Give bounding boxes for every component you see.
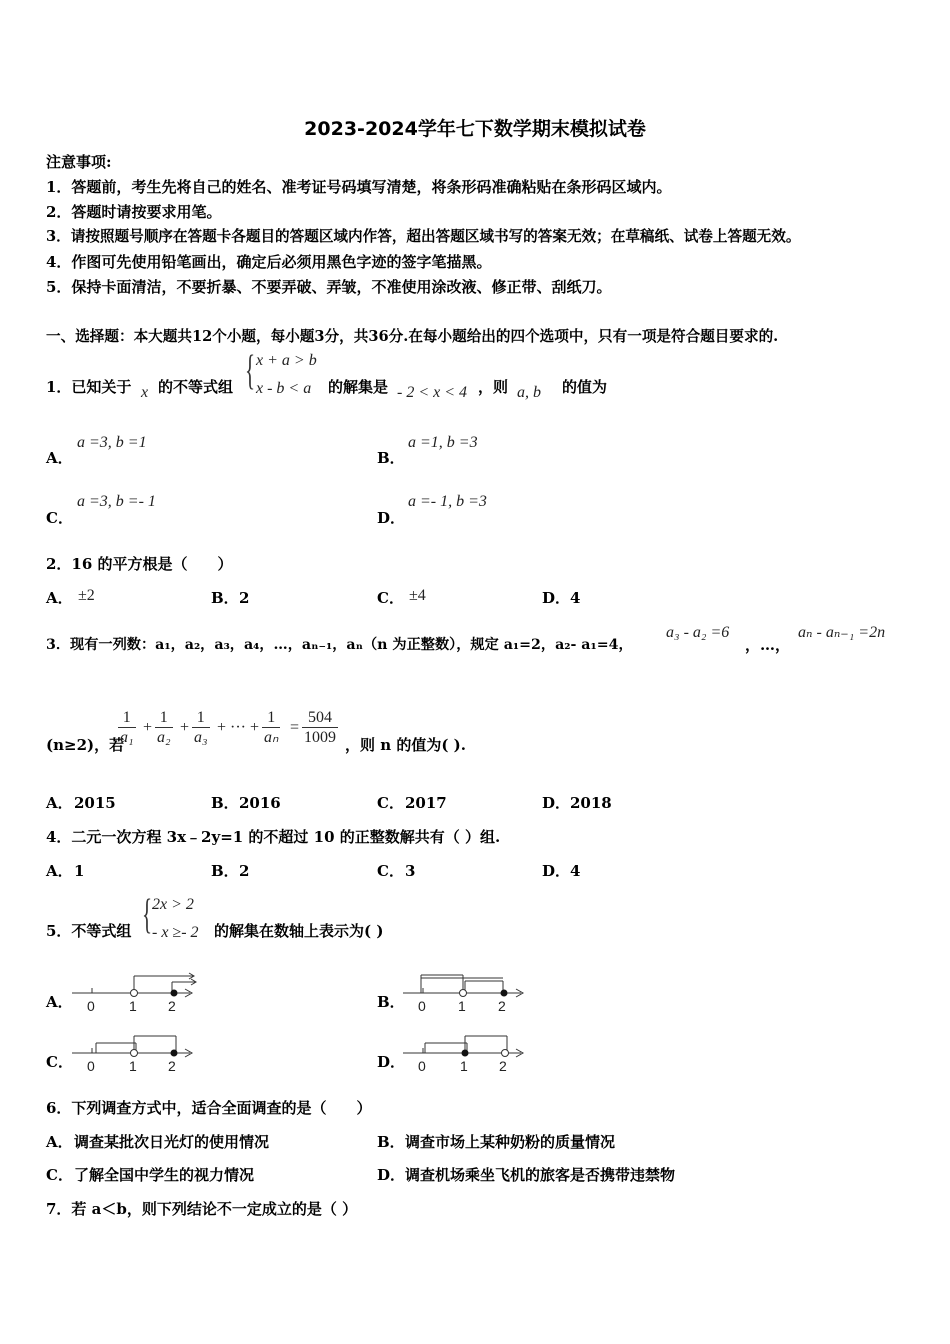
option-label: C． bbox=[46, 509, 73, 527]
option-value: 2018 bbox=[570, 794, 612, 812]
tick-label: 2 bbox=[168, 998, 176, 1014]
tick-label: 1 bbox=[460, 1058, 468, 1074]
q5-suffix: 的解集在数轴上表示为( ) bbox=[214, 922, 384, 940]
q3-term-n bbox=[262, 709, 280, 748]
option-label: A． bbox=[46, 449, 73, 467]
notice-item: 4．作图可先使用铅笔画出，确定后必须用黑色字迹的签字笔描黑。 bbox=[46, 253, 492, 271]
option-label: B． bbox=[211, 794, 239, 812]
option-expr: a =- 1, b =3 bbox=[408, 493, 487, 510]
notice-item: 5．保持卡面清洁，不要折暴、不要弄破、弄皱，不准使用涂改液、修正带、刮纸刀。 bbox=[46, 278, 612, 296]
q5-ineq-2: - x ≥- 2 bbox=[152, 924, 199, 941]
q1-mid1: 的不等式组 bbox=[158, 378, 234, 396]
option-value: 2016 bbox=[239, 794, 281, 812]
q6-stem: 6．下列调查方式中，适合全面调查的是（ ） bbox=[46, 1099, 372, 1117]
option-label: B． bbox=[377, 993, 405, 1011]
option-label: A． bbox=[46, 589, 73, 607]
option-value: ±2 bbox=[78, 587, 95, 604]
q4-stem: 4．二元一次方程 3x﹣2y=1 的不超过 10 的正整数解共有（ ）组. bbox=[46, 828, 501, 846]
option-label: D． bbox=[377, 509, 406, 527]
option-label: A． bbox=[46, 794, 73, 812]
q5-ineq-1: 2x > 2 bbox=[152, 896, 194, 913]
q3-expr-2: aₙ - aₙ₋₁ =2n bbox=[798, 624, 886, 641]
q1-var-x: x bbox=[141, 384, 149, 401]
option-label: D． bbox=[542, 862, 571, 880]
option-expr: a =1, b =3 bbox=[408, 434, 478, 451]
option-label: B． bbox=[211, 589, 239, 607]
number-line-b bbox=[403, 970, 533, 1015]
page-title: 2023-2024学年七下数学期末模拟试卷 bbox=[304, 118, 646, 140]
rhs-numerator: 504 bbox=[308, 709, 332, 726]
tick-label: 0 bbox=[87, 998, 95, 1014]
option-expr: a =3, b =- 1 bbox=[77, 493, 156, 510]
option-label: C． bbox=[377, 862, 404, 880]
q1-ab: a, b bbox=[517, 384, 541, 401]
term-numerator: 1 bbox=[122, 709, 131, 726]
option-label: D． bbox=[542, 794, 571, 812]
q3-cond: (n≥2)，若 bbox=[46, 736, 125, 754]
q3-term-2 bbox=[155, 709, 173, 748]
tick-label: 0 bbox=[87, 1058, 95, 1074]
option-value: 4 bbox=[570, 589, 581, 607]
tick-label: 1 bbox=[129, 998, 137, 1014]
term-denominator: a₁ bbox=[120, 729, 134, 746]
tick-label: 1 bbox=[129, 1058, 137, 1074]
q1-suffix: 的值为 bbox=[562, 378, 608, 396]
option-value: 了解全国中学生的视力情况 bbox=[74, 1166, 255, 1184]
term-numerator: 1 bbox=[267, 709, 276, 726]
equals-sign: = bbox=[290, 719, 300, 736]
tick-label: 1 bbox=[458, 998, 466, 1014]
q3-tail: ，则 n 的值为( ). bbox=[345, 736, 466, 754]
option-value: 调查某批次日光灯的使用情况 bbox=[74, 1133, 270, 1151]
notice-item: 2．答题时请按要求用笔。 bbox=[46, 203, 222, 221]
q1-mid2: 的解集是 bbox=[328, 378, 389, 396]
q3-term-1 bbox=[118, 709, 136, 748]
tick-label: 0 bbox=[418, 998, 426, 1014]
option-label: B． bbox=[377, 449, 405, 467]
option-label: D． bbox=[377, 1053, 406, 1071]
q3-term-3 bbox=[192, 709, 210, 748]
option-label: A． bbox=[46, 1133, 73, 1151]
term-denominator: a₃ bbox=[194, 729, 208, 746]
number-line-a bbox=[72, 970, 202, 1015]
option-value: 2015 bbox=[74, 794, 116, 812]
option-value: ±4 bbox=[409, 587, 426, 604]
notice-item: 1．答题前，考生先将自己的姓名、准考证号码填写清楚，将条形码准确粘贴在条形码区域内。 bbox=[46, 178, 672, 196]
tick-label: 2 bbox=[498, 998, 506, 1014]
option-value: 2 bbox=[239, 862, 250, 880]
tick-label: 0 bbox=[418, 1058, 426, 1074]
term-numerator: 1 bbox=[196, 709, 205, 726]
option-label: C． bbox=[46, 1166, 73, 1184]
notice-heading: 注意事项: bbox=[46, 153, 112, 171]
option-value: 3 bbox=[405, 862, 416, 880]
number-line-d bbox=[403, 1030, 533, 1075]
q2-stem: 2．16 的平方根是（ ） bbox=[46, 555, 233, 573]
option-value: 调查机场乘坐飞机的旅客是否携带违禁物 bbox=[405, 1166, 676, 1184]
q5-system-brace: { bbox=[142, 892, 153, 938]
rhs-denominator: 1009 bbox=[304, 729, 336, 746]
option-label: D． bbox=[377, 1166, 406, 1184]
q3-rhs-fraction bbox=[302, 709, 338, 748]
term-denominator: aₙ bbox=[264, 729, 279, 746]
option-value: 4 bbox=[570, 862, 581, 880]
q3-expr-1: a₃ - a₂ =6 bbox=[666, 624, 730, 641]
q1-system-brace: { bbox=[245, 348, 256, 394]
dots: + ··· + bbox=[217, 719, 260, 736]
option-label: B． bbox=[211, 862, 239, 880]
number-line-c bbox=[72, 1030, 202, 1075]
option-label: A． bbox=[46, 862, 73, 880]
q1-mid3: ，则 bbox=[478, 378, 509, 396]
q1-ineq-2: x - b < a bbox=[256, 380, 312, 397]
q3-sep: ，…， bbox=[745, 636, 791, 654]
option-label: C． bbox=[46, 1053, 73, 1071]
plus-sign: + bbox=[180, 719, 190, 736]
option-label: D． bbox=[542, 589, 571, 607]
option-label: C． bbox=[377, 589, 404, 607]
option-label: C． bbox=[377, 794, 404, 812]
notice-item: 3．请按照题号顺序在答题卡各题目的答题区域内作答，超出答题区域书写的答案无效；在草稿纸、试卷上答题无效。 bbox=[46, 228, 801, 245]
q1-prefix: 1．已知关于 bbox=[46, 378, 132, 396]
option-value: 2 bbox=[239, 589, 250, 607]
q1-solution: - 2 < x < 4 bbox=[397, 384, 468, 401]
plus-sign: + bbox=[143, 719, 153, 736]
tick-label: 2 bbox=[499, 1058, 507, 1074]
q3-text-a: 3．现有一列数：a₁，a₂，a₃，a₄，…，aₙ₋₁，aₙ（n 为正整数），规定 a₁=2，a₂- a₁=4， bbox=[46, 637, 633, 653]
option-value: 2017 bbox=[405, 794, 447, 812]
option-value: 1 bbox=[74, 862, 85, 880]
q7-stem: 7．若 a＜b，则下列结论不一定成立的是（ ） bbox=[46, 1200, 358, 1218]
option-label: B． bbox=[377, 1133, 405, 1151]
q5-prefix: 5．不等式组 bbox=[46, 922, 132, 940]
option-label: A． bbox=[46, 993, 73, 1011]
section-heading: 一、选择题：本大题共12个小题，每小题3分，共36分.在每小题给出的四个选项中，只有一项是符合题目要求的. bbox=[46, 328, 779, 345]
option-value: 调查市场上某种奶粉的质量情况 bbox=[405, 1133, 616, 1151]
term-numerator: 1 bbox=[159, 709, 168, 726]
term-denominator: a₂ bbox=[157, 729, 171, 746]
option-expr: a =3, b =1 bbox=[77, 434, 147, 451]
tick-label: 2 bbox=[168, 1058, 176, 1074]
q1-ineq-1: x + a > b bbox=[256, 352, 317, 369]
